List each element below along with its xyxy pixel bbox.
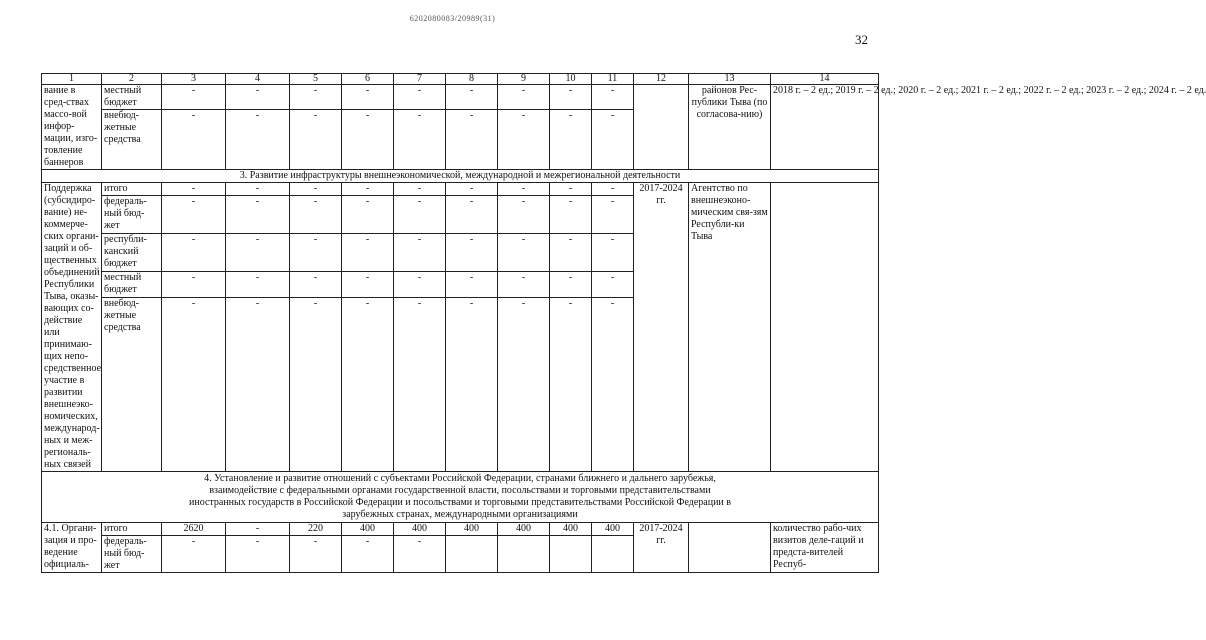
measure-name: вание в сред-ствах массо-вой инфор-мации, изго-товление баннеров [42, 85, 102, 170]
cell-value: - [226, 85, 290, 110]
funding-source: местный бюджет [102, 85, 162, 110]
cell-value: 400 [592, 523, 634, 536]
column-number: 14 [771, 74, 879, 85]
cell-value: - [592, 234, 634, 272]
funding-source: федераль-ный бюд-жет [102, 536, 162, 573]
indicator: количество рабо-чих визитов деле-гаций и предста-вителей Респуб- [771, 523, 879, 573]
funding-source: итого [102, 183, 162, 196]
cell-value: - [226, 272, 290, 298]
cell-value: - [550, 85, 592, 110]
cell-value: - [290, 183, 342, 196]
funding-source: республи-канский бюджет [102, 234, 162, 272]
cell-value: - [394, 297, 446, 471]
column-number: 2 [102, 74, 162, 85]
cell-value: - [592, 85, 634, 110]
cell-value: - [550, 297, 592, 471]
executor [689, 523, 771, 573]
cell-value: - [342, 110, 394, 170]
executor: районов Рес-публики Тыва (по согласова-нию) [689, 85, 771, 170]
table-row [42, 85, 879, 110]
cell-value [446, 536, 498, 573]
column-number: 6 [342, 74, 394, 85]
cell-value: 400 [342, 523, 394, 536]
term: 2017-2024 гг. [634, 523, 689, 573]
cell-value: - [592, 110, 634, 170]
cell-value: - [226, 523, 290, 536]
cell-value: - [290, 196, 342, 234]
funding-source: внебюд-жетные средства [102, 110, 162, 170]
column-number: 3 [162, 74, 226, 85]
term: 2017-2024 гг. [634, 183, 689, 472]
column-number: 5 [290, 74, 342, 85]
column-number: 1 [42, 74, 102, 85]
section-title: 3. Развитие инфраструктуры внешнеэкономической, международной и межрегиональной деятельности [42, 170, 879, 183]
cell-value: - [162, 536, 226, 573]
section-title: 4. Установление и развитие отношений с субъектами Российской Федерации, странами ближнего и дальнего зарубежья, взаимодействие с федеральными органами государственной власти, посольствами и торговыми представительствами иностранных государств в Российской Федерации и посольствами и торговыми представительствами Российской Федерации в зарубежных странах, международными организациями [42, 472, 879, 523]
cell-value: - [394, 234, 446, 272]
cell-value: - [342, 196, 394, 234]
cell-value: - [498, 110, 550, 170]
cell-value: - [342, 183, 394, 196]
cell-value: - [290, 536, 342, 573]
measure-name: 4.1. Органи-зация и про-ведение официаль- [42, 523, 102, 573]
column-number-row [42, 74, 879, 85]
cell-value: - [446, 196, 498, 234]
cell-value: - [290, 110, 342, 170]
executor: Агентство по внешнеэконо-мическим свя-зям Республи-ки Тыва [689, 183, 771, 472]
cell-value: 220 [290, 523, 342, 536]
table-row [42, 523, 879, 536]
cell-value: - [592, 196, 634, 234]
cell-value: - [162, 196, 226, 234]
cell-value: - [394, 110, 446, 170]
cell-value: 400 [394, 523, 446, 536]
cell-value: - [290, 272, 342, 298]
cell-value: - [550, 110, 592, 170]
cell-value: - [162, 272, 226, 298]
cell-value: - [162, 234, 226, 272]
cell-value: - [394, 272, 446, 298]
cell-value: - [226, 536, 290, 573]
cell-value: 400 [498, 523, 550, 536]
cell-value: - [498, 196, 550, 234]
cell-value [550, 536, 592, 573]
cell-value: - [342, 234, 394, 272]
cell-value: - [550, 196, 592, 234]
cell-value: - [290, 85, 342, 110]
column-number: 8 [446, 74, 498, 85]
cell-value: - [162, 110, 226, 170]
cell-value: - [342, 536, 394, 573]
cell-value: - [446, 234, 498, 272]
column-number: 9 [498, 74, 550, 85]
cell-value: - [446, 183, 498, 196]
term-cell [634, 85, 689, 170]
cell-value: - [498, 297, 550, 471]
indicator: 2018 г. – 2 ед.; 2019 г. – 2 ед.; 2020 г. – 2 ед.; 2021 г. – 2 ед.; 2022 г. – 2 ед.; 2023 г. – 2 ед.; 2024 г. – 2 ед. [771, 85, 879, 170]
funding-source: итого [102, 523, 162, 536]
cell-value: - [446, 272, 498, 298]
column-number: 12 [634, 74, 689, 85]
cell-value: - [342, 297, 394, 471]
measure-name: Поддержка (субсидиро-вание) не-коммерче-ских органи-заций и об-щественных объединений Республики Тыва, оказы-вающих со-действие или принимаю-щих непо-средственное участие в развитии внешнеэко-номических, международ-ных и меж-региональ-ных связей [42, 183, 102, 472]
indicator [771, 183, 879, 472]
cell-value: - [394, 183, 446, 196]
cell-value [592, 536, 634, 573]
section-row [42, 170, 879, 183]
cell-value: - [550, 234, 592, 272]
cell-value: - [162, 297, 226, 471]
cell-value: - [342, 85, 394, 110]
cell-value: - [226, 196, 290, 234]
cell-value: - [446, 85, 498, 110]
cell-value: 2620 [162, 523, 226, 536]
cell-value: - [226, 183, 290, 196]
funding-source: внебюд-жетные средства [102, 297, 162, 471]
funding-source: местный бюджет [102, 272, 162, 298]
cell-value: - [498, 183, 550, 196]
cell-value: - [162, 183, 226, 196]
cell-value: - [226, 297, 290, 471]
funding-source: федераль-ный бюд-жет [102, 196, 162, 234]
cell-value: - [290, 234, 342, 272]
column-number: 11 [592, 74, 634, 85]
cell-value: - [592, 272, 634, 298]
document-id: 6202080083/20989(31) [409, 14, 496, 23]
cell-value: - [498, 272, 550, 298]
cell-value: - [394, 85, 446, 110]
cell-value: - [498, 234, 550, 272]
cell-value: 400 [446, 523, 498, 536]
cell-value: - [498, 85, 550, 110]
cell-value: - [226, 234, 290, 272]
table-row [42, 183, 879, 196]
cell-value: - [226, 110, 290, 170]
cell-value: - [394, 196, 446, 234]
cell-value: - [394, 536, 446, 573]
cell-value: - [162, 85, 226, 110]
cell-value: - [592, 183, 634, 196]
section-row [42, 472, 879, 523]
column-number: 13 [689, 74, 771, 85]
cell-value: - [592, 297, 634, 471]
column-number: 7 [394, 74, 446, 85]
cell-value: - [446, 297, 498, 471]
page-number: 32 [855, 32, 868, 47]
cell-value: - [446, 110, 498, 170]
cell-value: - [550, 183, 592, 196]
column-number: 4 [226, 74, 290, 85]
cell-value: 400 [550, 523, 592, 536]
cell-value: - [290, 297, 342, 471]
program-table [41, 73, 1206, 573]
cell-value: - [550, 272, 592, 298]
cell-value [498, 536, 550, 573]
column-number: 10 [550, 74, 592, 85]
cell-value: - [342, 272, 394, 298]
